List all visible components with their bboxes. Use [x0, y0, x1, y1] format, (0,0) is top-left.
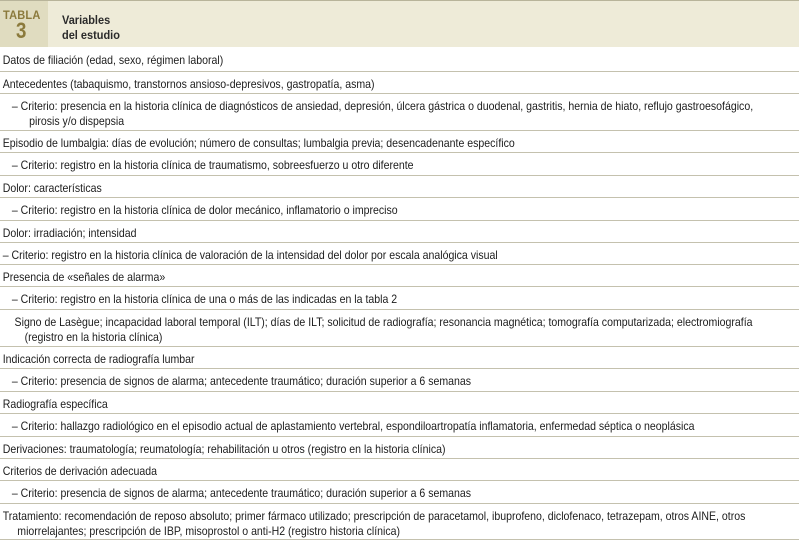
table-row: – Criterio: registro en la historia clínica de valoración de la intensidad del dolor por escala analógica visual: [0, 243, 799, 265]
table-row: – Criterio: registro en la historia clínica de dolor mecánico, inflamatorio o impreciso: [0, 198, 799, 221]
table-row: Tratamiento: recomendación de reposo absoluto; primer fármaco utilizado; prescripción de paracetamol, ibuprofeno, diclofenaco, tetrazepam, otros AINE, otros miorrelajantes; prescripción de IBP, misoprostol o anti-H2 (registro historia clínica): [0, 504, 799, 540]
table-row: – Criterio: registro en la historia clínica de traumatismo, sobreesfuerzo u otro diferente: [0, 153, 799, 176]
table-label: TABLA: [3, 8, 41, 22]
table-title: [62, 13, 120, 43]
table-row: Derivaciones: traumatología; reumatología; rehabilitación u otros (registro en la historia clínica): [0, 437, 799, 459]
table-row: Dolor: irradiación; intensidad: [0, 221, 799, 243]
table-row: Presencia de «señales de alarma»: [0, 265, 799, 287]
table-row: Dolor: características: [0, 176, 799, 198]
table-number: 3: [16, 18, 27, 43]
table-row: – Criterio: presencia de signos de alarma; antecedente traumático; duración superior a 6 semanas: [0, 481, 799, 504]
table-row: Episodio de lumbalgia: días de evolución; número de consultas; lumbalgia previa; desencadenante específico: [0, 131, 799, 153]
table-row: Datos de filiación (edad, sexo, régimen laboral): [0, 48, 799, 72]
table-row: Signo de Lasègue; incapacidad laboral temporal (ILT); días de ILT; solicitud de radiografía; resonancia magnética; tomografía computarizada; electromiografía (registro en la historia clínica): [0, 310, 799, 347]
table-body: [0, 48, 799, 540]
table-row: Criterios de derivación adecuada: [0, 459, 799, 481]
table-row: – Criterio: presencia en la historia clínica de diagnósticos de ansiedad, depresión, úlcera gástrica o duodenal, gastritis, hernia de hiato, reflujo gastroesofágico, pirosis y/o dispepsia: [0, 94, 799, 131]
table-title-line2: del estudio: [62, 28, 120, 42]
table-row: Antecedentes (tabaquismo, transtornos ansioso-depresivos, gastropatía, asma): [0, 72, 799, 94]
table-row: Indicación correcta de radiografía lumbar: [0, 347, 799, 369]
table-row: – Criterio: presencia de signos de alarma; antecedente traumático; duración superior a 6 semanas: [0, 369, 799, 392]
table-row: – Criterio: registro en la historia clínica de una o más de las indicadas en la tabla 2: [0, 287, 799, 310]
table-header: [0, 0, 799, 47]
table-row: – Criterio: hallazgo radiológico en el episodio actual de aplastamiento vertebral, espondiloartropatía inflamatoria, enfermedad séptica o neoplásica: [0, 414, 799, 437]
table-row: Radiografía específica: [0, 392, 799, 414]
table-title-line1: Variables: [62, 13, 111, 27]
table-tag: [0, 1, 48, 47]
